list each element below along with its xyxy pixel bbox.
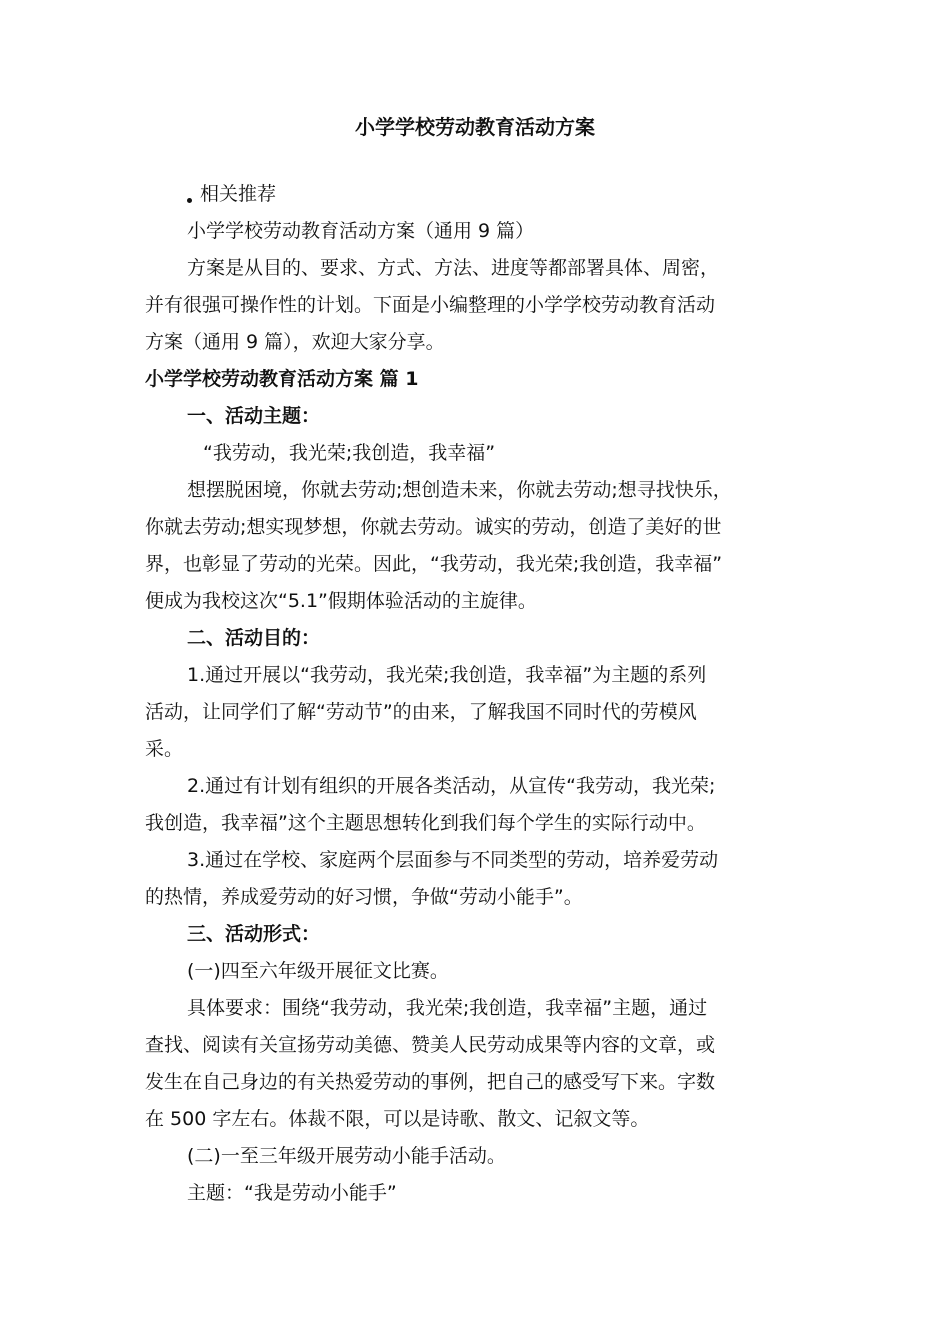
paragraph-line: (一)四至六年级开展征文比赛。 [187, 960, 449, 982]
paragraph-line: 采。 [145, 738, 184, 760]
subsection-heading: 一、活动主题： [187, 405, 321, 427]
paragraph-line: 3.通过在学校、家庭两个层面参与不同类型的劳动，培养爱劳动 [187, 849, 719, 871]
paragraph-line: 想摆脱困境，你就去劳动;想创造未来，你就去劳动;想寻找快乐， [187, 479, 732, 501]
related-recommend-label[interactable]: 相关推荐 [200, 183, 277, 205]
paragraph-line: 查找、阅读有关宣扬劳动美德、赞美人民劳动成果等内容的文章，或 [145, 1034, 716, 1056]
recommend-link[interactable]: 小学学校劳动教育活动方案（通用 9 篇） [187, 220, 535, 242]
paragraph-line: 在 500 字左右。体裁不限，可以是诗歌、散文、记叙文等。 [145, 1108, 650, 1130]
paragraph-line: 的热情，养成爱劳动的好习惯，争做“劳动小能手”。 [145, 886, 583, 908]
paragraph-line: 方案（通用 9 篇），欢迎大家分享。 [145, 331, 445, 353]
subsection-heading: 三、活动形式： [187, 923, 321, 945]
paragraph-line: 我创造，我幸福”这个主题思想转化到我们每个学生的实际行动中。 [145, 812, 706, 834]
document-title: 小学学校劳动教育活动方案 [355, 115, 595, 139]
related-recommend-line [145, 176, 813, 213]
paragraph-line: 方案是从目的、要求、方式、方法、进度等都部署具体、周密， [187, 257, 720, 279]
theme-quote: “我劳动，我光荣;我创造，我幸福” [203, 442, 496, 464]
paragraph-line: 发生在自己身边的有关热爱劳动的事例，把自己的感受写下来。字数 [145, 1071, 716, 1093]
paragraph-line: (二)一至三年级开展劳动小能手活动。 [187, 1145, 506, 1167]
paragraph-line: 你就去劳动;想实现梦想，你就去劳动。诚实的劳动，创造了美好的世 [145, 516, 722, 538]
paragraph-line: 2.通过有计划有组织的开展各类活动，从宣传“我劳动，我光荣; [187, 775, 716, 797]
paragraph-line: 并有很强可操作性的计划。下面是小编整理的小学学校劳动教育活动 [145, 294, 716, 316]
bullet-icon [187, 198, 192, 203]
document-body [145, 176, 813, 1212]
paragraph-line: 具体要求：围绕“我劳动，我光荣;我创造，我幸福”主题，通过 [187, 997, 708, 1019]
paragraph-line: 界，也彰显了劳动的光荣。因此，“我劳动，我光荣;我创造，我幸福” [145, 553, 723, 575]
subsection-heading: 二、活动目的： [187, 627, 321, 649]
paragraph-line: 便成为我校这次“5.1”假期体验活动的主旋律。 [145, 590, 537, 612]
section-heading: 小学学校劳动教育活动方案 篇 1 [145, 368, 419, 390]
paragraph-line: 活动，让同学们了解“劳动节”的由来，了解我国不同时代的劳模风 [145, 701, 697, 723]
paragraph-line: 主题：“我是劳动小能手” [187, 1182, 397, 1204]
paragraph-line: 1.通过开展以“我劳动，我光荣;我创造，我幸福”为主题的系列 [187, 664, 707, 686]
